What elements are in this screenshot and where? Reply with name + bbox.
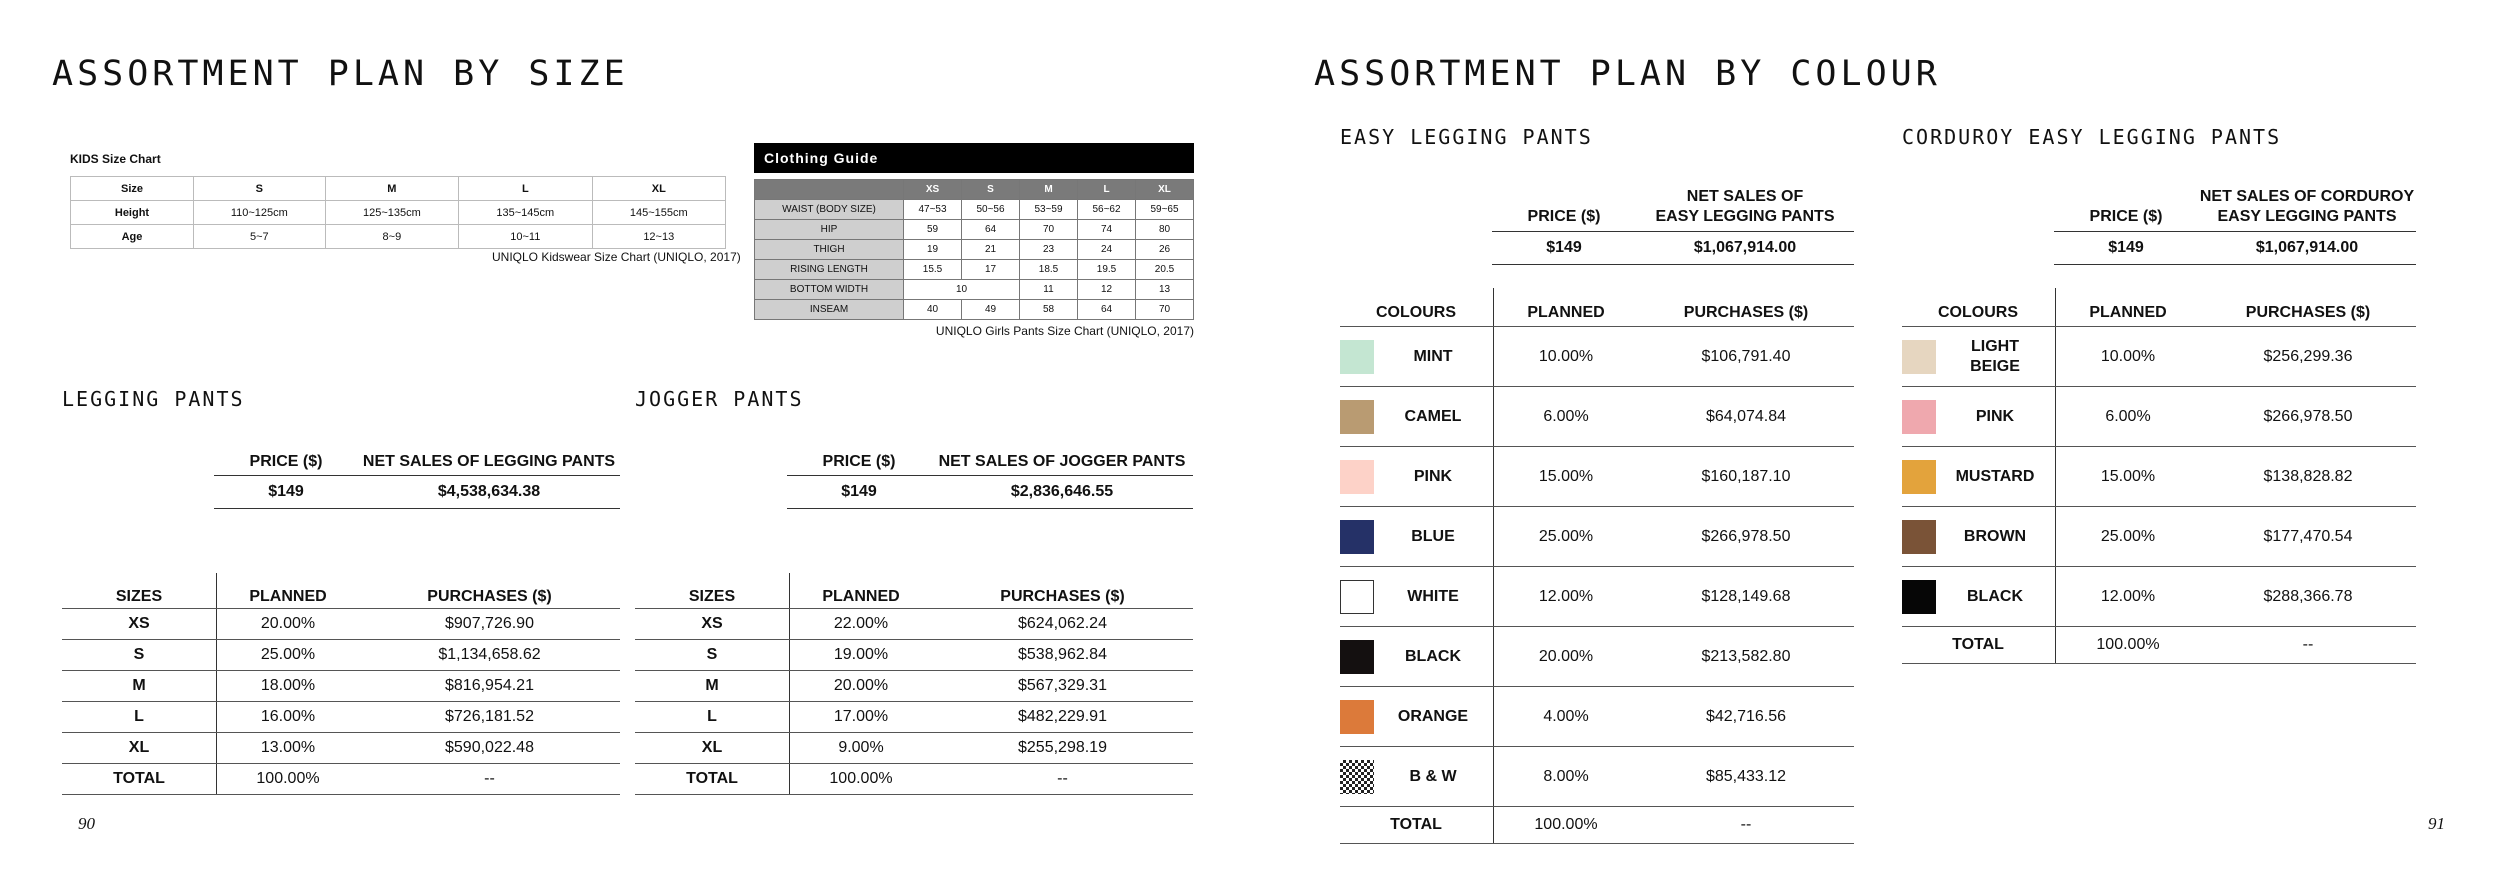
price-header: PRICE ($) [214, 436, 358, 476]
guide-cell: 50~56 [962, 200, 1020, 220]
kids-chart-title: KIDS Size Chart [70, 152, 161, 166]
easy-price-table [1492, 180, 1854, 265]
planned-cell: 13.00% [217, 733, 360, 764]
colour-name: CAMEL [1404, 407, 1462, 425]
colour-name: B & W [1409, 767, 1457, 785]
legging-price-table [214, 436, 620, 509]
size-cell: TOTAL [62, 764, 217, 795]
purchases-cell: $266,978.50 [2200, 387, 2416, 447]
guide-cell: RISING LENGTH [755, 260, 904, 280]
planned-cell: 8.00% [1494, 747, 1639, 807]
guide-cell: 19 [904, 240, 962, 260]
planned-cell: 12.00% [1494, 567, 1639, 627]
table-row [1340, 687, 1854, 747]
purchases-cell: $816,954.21 [359, 671, 620, 702]
guide-cell: 70 [1136, 300, 1194, 320]
legging-pants-title: LEGGING PANTS [62, 387, 245, 411]
page-number-left: 90 [78, 814, 95, 833]
price-header: PRICE ($) [787, 436, 931, 476]
planned-cell: 6.00% [2056, 387, 2201, 447]
planned-cell: 17.00% [790, 702, 933, 733]
kids-cell: 110~125cm [194, 201, 326, 225]
planned-cell: 100.00% [1494, 807, 1639, 844]
colour-swatch [1902, 400, 1936, 434]
table-row [635, 733, 1193, 764]
table-row [635, 609, 1193, 640]
purchases-cell: $482,229.91 [932, 702, 1193, 733]
kids-chart-caption: UNIQLO Kidswear Size Chart (UNIQLO, 2017) [492, 250, 741, 264]
guide-cell: 64 [962, 220, 1020, 240]
size-cell: M [635, 671, 790, 702]
planned-cell: 9.00% [790, 733, 933, 764]
colour-swatch [1902, 460, 1936, 494]
total-label: TOTAL [1902, 627, 2056, 664]
colour-swatch [1340, 400, 1374, 434]
net-sales-header: NET SALES OF JOGGER PANTS [931, 436, 1193, 476]
col-header: SIZES [635, 573, 790, 609]
purchases-cell: $64,074.84 [1638, 387, 1854, 447]
purchases-cell: -- [932, 764, 1193, 795]
purchases-cell: $138,828.82 [2200, 447, 2416, 507]
colour-swatch [1902, 340, 1936, 374]
table-row [1902, 507, 2416, 567]
table-row [635, 640, 1193, 671]
size-cell: XL [62, 733, 217, 764]
kids-cell: Height [71, 201, 194, 225]
price-value: $149 [787, 476, 931, 509]
purchases-cell: $567,329.31 [932, 671, 1193, 702]
purchases-cell: $160,187.10 [1638, 447, 1854, 507]
guide-cell: 12 [1078, 280, 1136, 300]
guide-cell: 21 [962, 240, 1020, 260]
colour-name: PINK [1413, 467, 1453, 485]
guide-cell: 56~62 [1078, 200, 1136, 220]
net-sales-header: NET SALES OF LEGGING PANTS [358, 436, 620, 476]
guide-cell: 58 [1020, 300, 1078, 320]
planned-cell: 100.00% [2056, 627, 2201, 664]
corduroy-price-table [2054, 180, 2416, 265]
guide-cell: HIP [755, 220, 904, 240]
easy-colour-table [1340, 288, 1854, 844]
kids-cell: L [459, 177, 592, 201]
guide-cell: 49 [962, 300, 1020, 320]
kids-cell: Size [71, 177, 194, 201]
table-row [1340, 387, 1854, 447]
net-sales-header-line2: EASY LEGGING PANTS [1655, 208, 1835, 225]
table-row [1340, 507, 1854, 567]
size-cell: TOTAL [635, 764, 790, 795]
guide-cell: 59 [904, 220, 962, 240]
col-header: PURCHASES ($) [932, 573, 1193, 609]
kids-cell: Age [71, 225, 194, 249]
planned-cell: 20.00% [790, 671, 933, 702]
purchases-cell: $288,366.78 [2200, 567, 2416, 627]
net-sales-header-line1: NET SALES OF CORDUROY [2199, 188, 2415, 205]
net-sales-header [1636, 180, 1854, 232]
guide-cell [755, 180, 904, 200]
kids-cell: S [194, 177, 326, 201]
purchases-cell: $85,433.12 [1638, 747, 1854, 807]
planned-cell: 10.00% [1494, 327, 1639, 387]
table-row [1902, 447, 2416, 507]
guide-cell: 74 [1078, 220, 1136, 240]
planned-cell: 15.00% [2056, 447, 2201, 507]
colour-swatch [1340, 700, 1374, 734]
col-header: PLANNED [790, 573, 933, 609]
colour-name: BROWN [1963, 527, 2027, 545]
guide-cell: 47~53 [904, 200, 962, 220]
guide-cell: 17 [962, 260, 1020, 280]
guide-cell: WAIST (BODY SIZE) [755, 200, 904, 220]
purchases-cell: -- [2200, 627, 2416, 664]
jogger-size-table [635, 573, 1193, 795]
col-header: PLANNED [2056, 288, 2201, 327]
colour-name: BLACK [1967, 587, 2023, 605]
planned-cell: 15.00% [1494, 447, 1639, 507]
planned-cell: 25.00% [1494, 507, 1639, 567]
guide-cell: BOTTOM WIDTH [755, 280, 904, 300]
kids-cell: M [325, 177, 458, 201]
corduroy-colour-table [1902, 288, 2416, 664]
table-row-total [1902, 627, 2416, 664]
net-sales-value: $2,836,646.55 [931, 476, 1193, 509]
purchases-cell: $538,962.84 [932, 640, 1193, 671]
kids-cell: 5~7 [194, 225, 326, 249]
col-header: PURCHASES ($) [2200, 288, 2416, 327]
net-sales-value: $1,067,914.00 [1636, 232, 1854, 265]
guide-cell: S [962, 180, 1020, 200]
planned-cell: 20.00% [217, 609, 360, 640]
table-row [635, 764, 1193, 795]
size-cell: XL [635, 733, 790, 764]
colour-name: BLUE [1411, 527, 1455, 545]
price-header: PRICE ($) [2054, 180, 2198, 232]
kids-cell: 125~135cm [325, 201, 458, 225]
purchases-cell: $255,298.19 [932, 733, 1193, 764]
size-cell: M [62, 671, 217, 702]
size-cell: S [635, 640, 790, 671]
table-row [1902, 387, 2416, 447]
purchases-cell: $128,149.68 [1638, 567, 1854, 627]
colour-swatch [1340, 760, 1374, 794]
price-value: $149 [1492, 232, 1636, 265]
colour-swatch [1902, 520, 1936, 554]
purchases-cell: $106,791.40 [1638, 327, 1854, 387]
net-sales-header-line2: EASY LEGGING PANTS [2217, 208, 2397, 225]
colour-swatch [1902, 580, 1936, 614]
col-header: PLANNED [1494, 288, 1639, 327]
guide-cell: XL [1136, 180, 1194, 200]
purchases-cell: $624,062.24 [932, 609, 1193, 640]
colour-swatch [1340, 460, 1374, 494]
table-row [1340, 447, 1854, 507]
planned-cell: 10.00% [2056, 327, 2201, 387]
jogger-price-table [787, 436, 1193, 509]
purchases-cell: $256,299.36 [2200, 327, 2416, 387]
purchases-cell: $266,978.50 [1638, 507, 1854, 567]
guide-cell: 64 [1078, 300, 1136, 320]
guide-cell: 24 [1078, 240, 1136, 260]
size-cell: XS [62, 609, 217, 640]
legging-size-table [62, 573, 620, 795]
planned-cell: 18.00% [217, 671, 360, 702]
planned-cell: 6.00% [1494, 387, 1639, 447]
col-header: PLANNED [217, 573, 360, 609]
col-header: COLOURS [1902, 288, 2056, 327]
purchases-cell: -- [359, 764, 620, 795]
clothing-guide-caption: UNIQLO Girls Pants Size Chart (UNIQLO, 2017) [935, 324, 1194, 338]
colour-swatch [1340, 640, 1374, 674]
size-cell: XS [635, 609, 790, 640]
guide-cell: L [1078, 180, 1136, 200]
kids-cell: 10~11 [459, 225, 592, 249]
planned-cell: 16.00% [217, 702, 360, 733]
table-row [62, 702, 620, 733]
purchases-cell: $726,181.52 [359, 702, 620, 733]
colour-name: LIGHT BEIGE [1970, 337, 2020, 375]
net-sales-header-line1: NET SALES OF [1686, 188, 1804, 205]
kids-cell: 135~145cm [459, 201, 592, 225]
planned-cell: 12.00% [2056, 567, 2201, 627]
planned-cell: 19.00% [790, 640, 933, 671]
purchases-cell: $907,726.90 [359, 609, 620, 640]
table-row [1340, 627, 1854, 687]
colour-swatch [1340, 580, 1374, 614]
col-header: SIZES [62, 573, 217, 609]
purchases-cell: $177,470.54 [2200, 507, 2416, 567]
size-cell: L [635, 702, 790, 733]
planned-cell: 25.00% [217, 640, 360, 671]
guide-cell: 23 [1020, 240, 1078, 260]
colour-name: MUSTARD [1955, 467, 2035, 485]
purchases-cell: -- [1638, 807, 1854, 844]
table-row [62, 671, 620, 702]
col-header: PURCHASES ($) [359, 573, 620, 609]
planned-cell: 25.00% [2056, 507, 2201, 567]
planned-cell: 100.00% [217, 764, 360, 795]
size-cell: S [62, 640, 217, 671]
table-row [1340, 567, 1854, 627]
price-value: $149 [214, 476, 358, 509]
purchases-cell: $1,134,658.62 [359, 640, 620, 671]
colour-name: WHITE [1407, 587, 1459, 605]
planned-cell: 4.00% [1494, 687, 1639, 747]
price-header: PRICE ($) [1492, 180, 1636, 232]
page-number-right: 91 [2428, 814, 2445, 833]
table-row [62, 764, 620, 795]
clothing-guide-title: Clothing Guide [754, 143, 1194, 173]
table-row [62, 609, 620, 640]
guide-cell: 53~59 [1020, 200, 1078, 220]
planned-cell: 100.00% [790, 764, 933, 795]
price-value: $149 [2054, 232, 2198, 265]
purchases-cell: $590,022.48 [359, 733, 620, 764]
guide-cell: 15.5 [904, 260, 962, 280]
guide-cell: 13 [1136, 280, 1194, 300]
guide-cell: 70 [1020, 220, 1078, 240]
net-sales-header [2198, 180, 2416, 232]
guide-cell: 40 [904, 300, 962, 320]
table-row [62, 733, 620, 764]
clothing-guide-table [754, 179, 1194, 320]
guide-cell: INSEAM [755, 300, 904, 320]
table-row [1902, 567, 2416, 627]
net-sales-value: $4,538,634.38 [358, 476, 620, 509]
guide-cell: M [1020, 180, 1078, 200]
kids-cell: 145~155cm [592, 201, 725, 225]
kids-cell: XL [592, 177, 725, 201]
col-header: COLOURS [1340, 288, 1494, 327]
kids-cell: 8~9 [325, 225, 458, 249]
guide-cell: 11 [1020, 280, 1078, 300]
kids-cell: 12~13 [592, 225, 725, 249]
guide-cell: 59~65 [1136, 200, 1194, 220]
purchases-cell: $213,582.80 [1638, 627, 1854, 687]
colour-swatch [1340, 340, 1374, 374]
purchases-cell: $42,716.56 [1638, 687, 1854, 747]
guide-cell: XS [904, 180, 962, 200]
corduroy-legging-title: CORDUROY EASY LEGGING PANTS [1902, 125, 2282, 149]
colour-name: PINK [1975, 407, 2015, 425]
colour-name: MINT [1413, 347, 1453, 365]
jogger-pants-title: JOGGER PANTS [635, 387, 804, 411]
size-cell: L [62, 702, 217, 733]
page-title-colour: ASSORTMENT PLAN BY COLOUR [1314, 54, 1941, 94]
colour-name: ORANGE [1397, 707, 1469, 725]
colour-swatch [1340, 520, 1374, 554]
total-label: TOTAL [1340, 807, 1494, 844]
planned-cell: 22.00% [790, 609, 933, 640]
guide-cell: 26 [1136, 240, 1194, 260]
guide-cell: 10 [904, 280, 1020, 300]
planned-cell: 20.00% [1494, 627, 1639, 687]
kids-size-chart [70, 176, 726, 249]
page-title-size: ASSORTMENT PLAN BY SIZE [52, 54, 629, 94]
table-row [1340, 747, 1854, 807]
table-row [1340, 327, 1854, 387]
table-row-total [1340, 807, 1854, 844]
guide-cell: 80 [1136, 220, 1194, 240]
table-row [635, 702, 1193, 733]
table-row [1902, 327, 2416, 387]
clothing-guide [754, 143, 1194, 338]
guide-cell: THIGH [755, 240, 904, 260]
col-header: PURCHASES ($) [1638, 288, 1854, 327]
guide-cell: 18.5 [1020, 260, 1078, 280]
table-row [62, 640, 620, 671]
net-sales-value: $1,067,914.00 [2198, 232, 2416, 265]
easy-legging-title: EASY LEGGING PANTS [1340, 125, 1593, 149]
guide-cell: 20.5 [1136, 260, 1194, 280]
guide-cell: 19.5 [1078, 260, 1136, 280]
table-row [635, 671, 1193, 702]
colour-name: BLACK [1405, 647, 1461, 665]
